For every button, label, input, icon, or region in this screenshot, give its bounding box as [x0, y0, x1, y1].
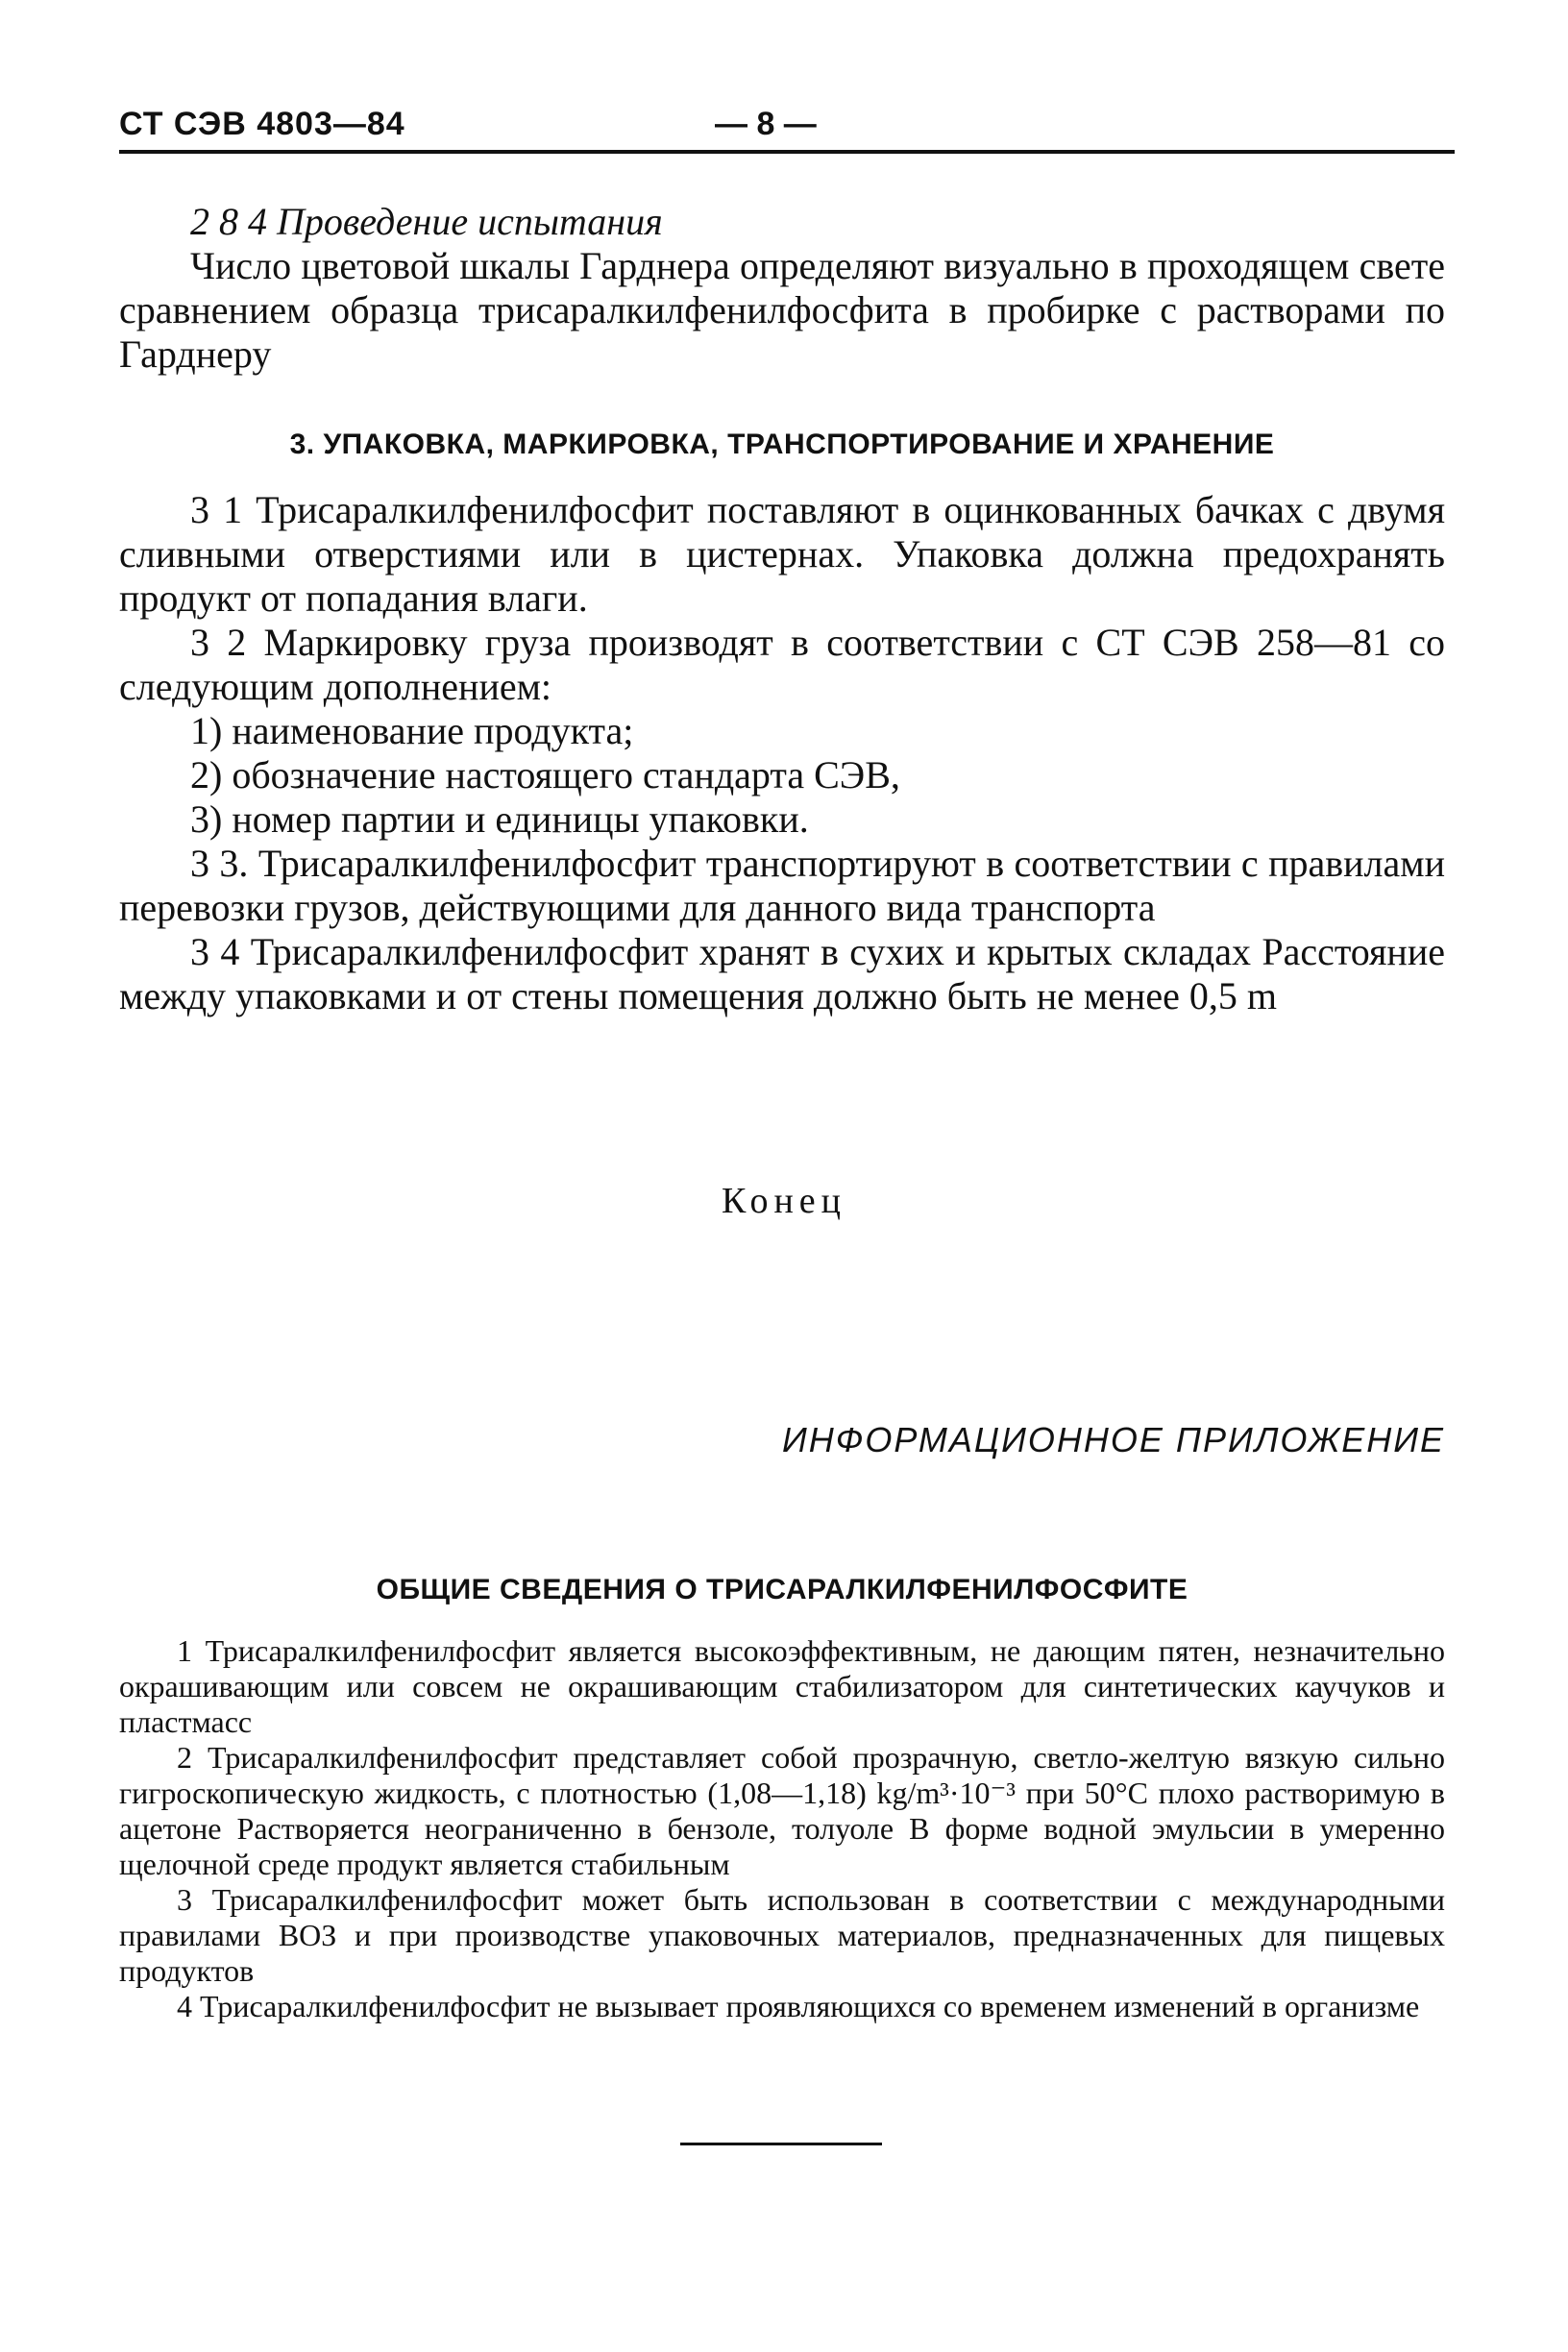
section-2-8-4-text: Число цветовой шкалы Гарднера определяют визуально в проходящем свете сравнением образца трисаралкилфенилфосфита в пробирке с растворами по Гарднеру [119, 244, 1445, 376]
appendix-item-4: 4 Трисаралкилфенилфосфит не вызывает проявляющихся со временем изменений в организме [177, 1989, 1420, 2023]
marking-item-2: 2) обозначение настоящего стандарта СЭВ, [190, 753, 900, 796]
marking-item-1: 1) наименование продукта; [190, 709, 634, 752]
clause-3-1: 3 1 Трисаралкилфенилфосфит поставляют в оцинкованных бачках с двумя сливными отверстиями или в цистернах. Упаковка должна предохранять продукт от попадания влаги. [119, 488, 1445, 620]
header-divider [119, 150, 1455, 154]
end-mark: Конец [722, 1181, 846, 1221]
appendix-item-1: 1 Трисаралкилфенилфосфит является высокоэффективным, не дающим пятен, незначительно окрашивающим или совсем не окрашивающим стабилизатором для синтетических каучуков и пластмасс [119, 1633, 1445, 1739]
page-header [119, 106, 1455, 154]
appendix-label: ИНФОРМАЦИОННОЕ ПРИЛОЖЕНИЕ [781, 1420, 1445, 1459]
section-2-8-4-title: 2 8 4 Проведение испытания [190, 200, 663, 243]
clause-3-2: 3 2 Маркировку груза производят в соответствии с СТ СЭВ 258—81 со следующим дополнением: [119, 621, 1445, 708]
section-3-body [119, 488, 1445, 1018]
page-number: — 8 — [715, 106, 817, 142]
appendix-item-3: 3 Трисаралкилфенилфосфит может быть использован в соответствии с международными правилами ВОЗ и при производстве упаковочных материалов, предназначенных для пищевых продуктов [119, 1882, 1445, 1988]
appendix-heading: ОБЩИЕ СВЕДЕНИЯ О ТРИСАРАЛКИЛФЕНИЛФОСФИТЕ [376, 1574, 1188, 1605]
marking-item-3: 3) номер партии и единицы упаковки. [190, 797, 809, 841]
appendix-item-2: 2 Трисаралкилфенилфосфит представляет собой прозрачную, светло-желтую вязкую сильно гигроскопическую жидкость, с плотностью (1,08—1,18) kg/m³·10⁻³ при 50°С плохо растворимую в ацетоне Растворяется неограниченно в бензоле, толуоле В форме водной эмульсии в умеренно щелочной среде продукт является стабильным [119, 1740, 1445, 1881]
document-id: СТ СЭВ 4803—84 [119, 106, 405, 142]
clause-3-4: 3 4 Трисаралкилфенилфосфит хранят в сухих и крытых складах Расстояние между упаковками и от стены помещения должно быть не менее 0,5 m [119, 930, 1445, 1017]
closing-rule [680, 2143, 882, 2145]
clause-3-3: 3 3. Трисаралкилфенилфосфит транспортируют в соответствии с правилами перевозки грузов, действующими для данного вида транспорта [119, 842, 1445, 929]
section-3-heading: 3. УПАКОВКА, МАРКИРОВКА, ТРАНСПОРТИРОВАНИЕ И ХРАНЕНИЕ [289, 429, 1275, 460]
section-2-8-4 [119, 200, 1445, 377]
appendix-body [119, 1633, 1445, 2024]
